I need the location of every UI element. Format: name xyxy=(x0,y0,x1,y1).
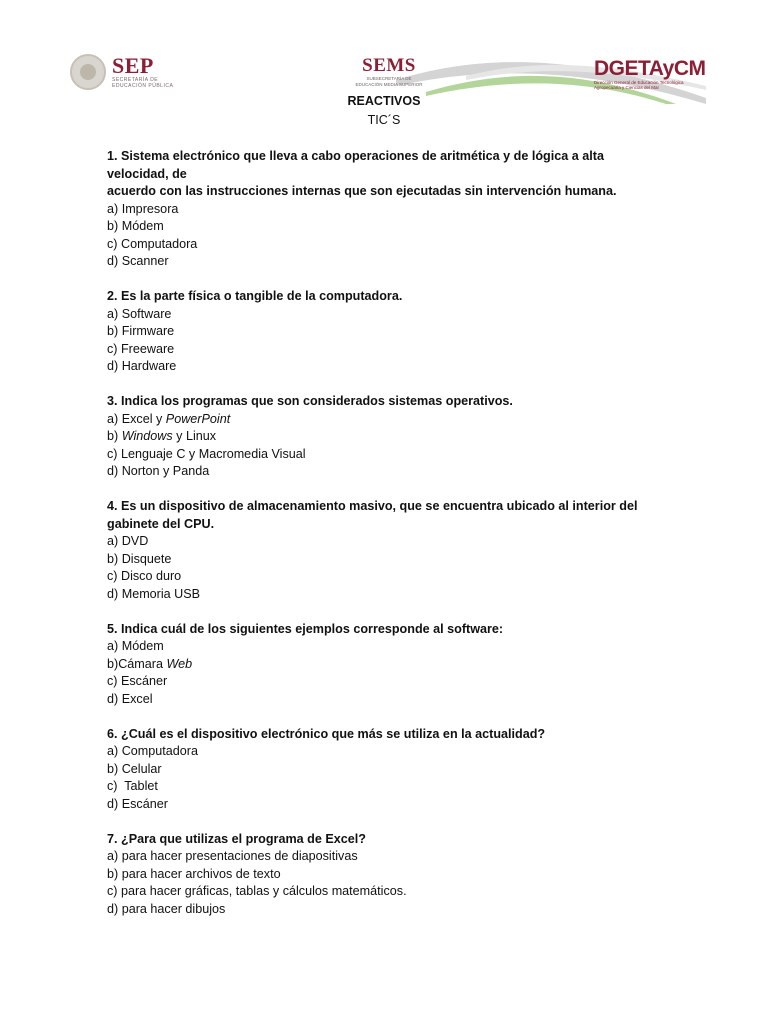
sep-logo-subtitle-2: EDUCACIÓN PÚBLICA xyxy=(112,83,174,89)
question-text: 5. Indica cuál de los siguientes ejemplos corresponde al software: xyxy=(107,621,504,636)
answer-option: a) para hacer presentaciones de diapositivas xyxy=(107,849,358,863)
question-list xyxy=(107,148,667,936)
answer-option: a) Impresora xyxy=(107,201,179,216)
answer-option xyxy=(107,656,667,674)
question-text: 6. ¿Cuál es el dispositivo electrónico que más se utiliza en la actualidad? xyxy=(107,726,546,741)
answer-option: d) Norton y Panda xyxy=(107,464,210,478)
answer-option: a) DVD xyxy=(107,534,149,548)
question-text: 2. Es la parte física o tangible de la computadora. xyxy=(107,289,403,303)
dgetaycm-logo-subtitle: Dirección General de Educación Tecnológica Agropecuaria y Ciencias del Mar xyxy=(594,80,684,90)
question-text: 3. Indica los programas que son considerados sistemas operativos. xyxy=(107,394,513,408)
answer-option: b) Módem xyxy=(107,219,164,233)
answer-option: c) Tablet xyxy=(107,779,158,793)
answer-option: c) Freeware xyxy=(107,341,175,356)
answer-option-italic: PowerPoint xyxy=(165,411,231,426)
answer-option: d) Excel xyxy=(107,691,153,706)
question-text: 1. Sistema electrónico que lleva a cabo operaciones de aritmética y de lógica a alta velocidad, de xyxy=(107,149,604,181)
national-seal-icon xyxy=(70,54,106,90)
dgetaycm-logo xyxy=(594,58,706,90)
answer-option: c) para hacer gráficas, tablas y cálculos matemáticos. xyxy=(107,884,407,898)
question-7 xyxy=(107,831,667,919)
answer-option: b) Disquete xyxy=(107,551,172,566)
answer-option xyxy=(107,411,667,429)
document-title: REACTIVOS xyxy=(347,94,421,108)
question-3 xyxy=(107,393,667,481)
answer-option: a) Módem xyxy=(107,639,164,653)
question-text: gabinete del CPU. xyxy=(107,516,215,531)
question-text: 4. Es un dispositivo de almacenamiento masivo, que se encuentra ubicado al interior del xyxy=(107,499,638,513)
answer-option: c) Computadora xyxy=(107,236,198,251)
sep-logo xyxy=(70,54,173,90)
sems-logo-subtitle-1: SUBSECRETARÍA DE xyxy=(366,76,412,81)
document-subtitle: TIC´S xyxy=(367,113,401,127)
sep-logo-title: SEP xyxy=(112,53,154,78)
answer-option: d) Scanner xyxy=(107,254,169,268)
answer-option: a) Software xyxy=(107,306,172,321)
answer-option-italic: Windows xyxy=(121,429,173,443)
answer-option-prefix: b)Cámara xyxy=(107,656,167,671)
dgetaycm-logo-title: DGETAyCM xyxy=(594,57,706,80)
question-text: 7. ¿Para que utilizas el programa de Excel? xyxy=(107,831,366,846)
answer-option: c) Escáner xyxy=(107,674,168,688)
answer-option xyxy=(107,428,667,446)
answer-option-prefix: b) xyxy=(107,429,122,443)
answer-option-italic: Web xyxy=(166,656,193,671)
answer-option-suffix: y Linux xyxy=(172,429,217,443)
question-text: acuerdo con las instrucciones internas que son ejecutadas sin intervención humana. xyxy=(107,184,617,198)
answer-option-prefix: a) Excel y xyxy=(107,411,166,426)
answer-option: d) para hacer dibujos xyxy=(107,901,226,916)
question-4 xyxy=(107,498,667,603)
answer-option: d) Escáner xyxy=(107,796,168,811)
question-6 xyxy=(107,726,667,814)
question-1 xyxy=(107,148,667,271)
answer-option: a) Computadora xyxy=(107,744,199,758)
sems-logo-title: SEMS xyxy=(362,55,416,76)
sems-logo-subtitle-2: EDUCACIÓN MEDIA SUPERIOR xyxy=(355,82,423,87)
sep-logo-subtitle-1: SECRETARÍA DE xyxy=(112,77,159,83)
answer-option: b) Celular xyxy=(107,761,162,776)
answer-option: d) Memoria USB xyxy=(107,586,201,601)
answer-option: c) Disco duro xyxy=(107,569,182,583)
answer-option: c) Lenguaje C y Macromedia Visual xyxy=(107,446,306,461)
answer-option: b) Firmware xyxy=(107,324,175,338)
question-5 xyxy=(107,621,667,709)
answer-option: d) Hardware xyxy=(107,359,177,373)
question-2 xyxy=(107,288,667,376)
answer-option: b) para hacer archivos de texto xyxy=(107,866,281,881)
sems-logo xyxy=(334,56,444,88)
